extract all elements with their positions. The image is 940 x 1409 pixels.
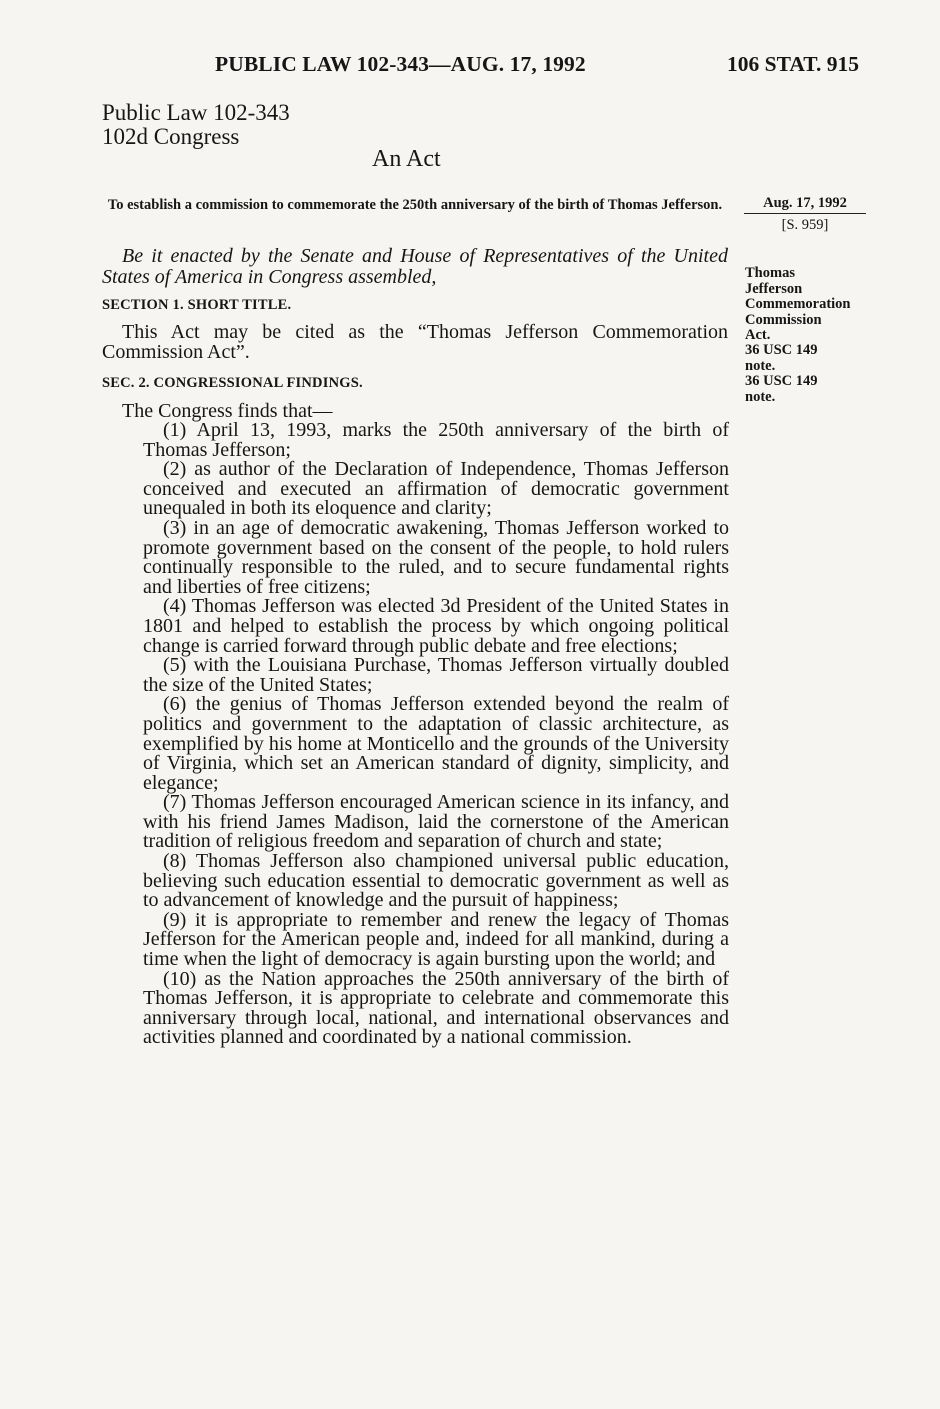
purpose-statement: To establish a commission to commemorate the 250th anniversary of the birth of Thomas Jefferson. <box>107 197 723 213</box>
margin-note-short-title <box>745 266 851 344</box>
section-1-text: This Act may be cited as the “Thomas Jefferson Commemoration Commission Act”. <box>102 321 728 363</box>
running-head: PUBLIC LAW 102-343—AUG. 17, 1992 <box>215 52 586 76</box>
margin-note-usc-1 <box>745 343 818 374</box>
margin-note-line: note. <box>745 388 776 405</box>
margin-note-usc-2 <box>745 374 818 405</box>
section-2-heading: SEC. 2. CONGRESSIONAL FINDINGS. <box>102 375 363 391</box>
finding-10: (10) as the Nation approaches the 250th anniversary of the birth of Thomas Jefferson, it is appropriate to celebrate and commemorate this anniversary through local, national, and international observances and activities planned and coordinated by a national commission. <box>143 967 729 1049</box>
finding-3: (3) in an age of democratic awakening, Thomas Jefferson worked to promote government based on the consent of the people, to hold rulers continually responsible to the ruled, and to secure fundamental rights and liberties of free citizens; <box>143 516 729 598</box>
statutes-page-number: 106 STAT. 915 <box>727 52 860 76</box>
margin-bill-number: [S. 959] <box>781 217 829 233</box>
margin-note-line: Act. <box>745 327 771 343</box>
congress-number: 102d Congress <box>102 124 240 149</box>
finding-1: (1) April 13, 1993, marks the 250th anniversary of the birth of Thomas Jefferson; <box>143 419 729 461</box>
public-law-number: Public Law 102-343 <box>102 100 290 125</box>
margin-approval-date: Aug. 17, 1992 <box>744 194 866 214</box>
margin-note-line: Jefferson <box>745 280 803 297</box>
finding-7: (7) Thomas Jefferson encouraged American science in its infancy, and with his friend James Madison, laid the cornerstone of the American tradition of religious freedom and separation of church and state; <box>143 791 729 853</box>
section-1-heading: SECTION 1. SHORT TITLE. <box>102 297 292 313</box>
margin-note-line: 36 USC 149 <box>745 342 818 358</box>
findings-intro: The Congress finds that— <box>122 400 333 422</box>
finding-4: (4) Thomas Jefferson was elected 3d President of the United States in 1801 and helped to establish the process by which ongoing political change is carried forward through public debate and free elections; <box>143 595 729 657</box>
finding-6: (6) the genius of Thomas Jefferson extended beyond the realm of politics and government to the adaptation of classic architecture, as exemplified by his home at Monticello and the grounds of the University of Virginia, which set an American standard of dignity, simplicity, and elegance; <box>143 693 729 794</box>
findings-list <box>143 421 729 1048</box>
finding-5: (5) with the Louisiana Purchase, Thomas Jefferson virtually doubled the size of the United States; <box>143 654 729 696</box>
act-title: An Act <box>372 146 441 172</box>
margin-note-line: Commemoration <box>745 296 851 312</box>
margin-note-line: Thomas <box>745 265 795 281</box>
finding-9: (9) it is appropriate to remember and renew the legacy of Thomas Jefferson for the American people and, indeed for all mankind, during a time when the light of democracy is again bursting upon the world; and <box>143 908 729 971</box>
finding-2: (2) as author of the Declaration of Independence, Thomas Jefferson conceived and executed an affirmation of democratic government unequaled in both its eloquence and clarity; <box>143 458 729 520</box>
margin-note-line: Commission <box>745 311 822 328</box>
finding-8: (8) Thomas Jefferson also championed universal public education, believing such education essential to democratic government as well as to advancement of knowledge and the pursuit of happiness; <box>143 850 729 912</box>
margin-note-line: 36 USC 149 <box>745 373 818 389</box>
enacting-clause: Be it enacted by the Senate and House of Representatives of the United States of America in Congress assembled, <box>102 245 728 288</box>
margin-note-line: note. <box>745 357 776 374</box>
